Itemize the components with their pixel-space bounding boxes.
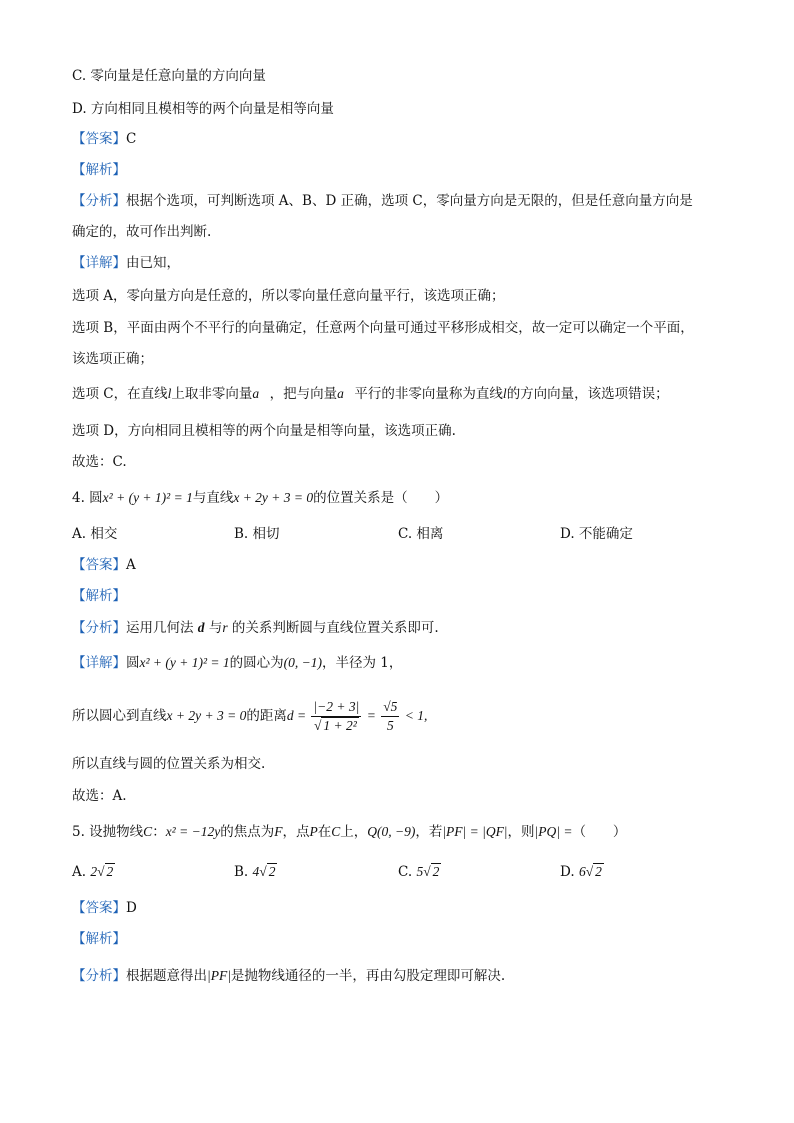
text: 的圆心为 [229,655,284,671]
xiangjie-tag: 【详解】 [72,655,126,671]
relation-line: 所以直线与圆的位置关系为相交. [72,756,266,772]
question-5: 5. 设抛物线C：x² = −12y的焦点为F，点P在C上，Q(0, −9)，若|PF| = |QF|，则|PQ| =（ ） [72,824,627,840]
select-b-line1: 选项 B，平面由两个不平行的向量确定，任意两个向量可通过平移形成相交，故一定可以确定一个平面， [72,320,694,336]
select-d: 选项 D，方向相同且模相等的两个向量是相等向量，该选项正确. [72,423,456,439]
q4-option-a: A. 相交 [72,526,118,542]
answer-value: D [126,900,137,916]
math-parabola: x² = −12y [165,824,221,839]
conclusion-4: 故选：A. [72,788,127,804]
xiangjie-text: 由已知， [126,255,180,271]
math-l: l [167,386,172,401]
text: 运用几何法 [126,620,194,636]
distance-line [72,696,427,736]
option-c: C. 零向量是任意向量的方向向量 [72,68,266,84]
q5-option-d: D. 6√ 2 [560,864,602,880]
q4-option-c: C. 相离 [398,526,444,542]
select-c [72,384,669,404]
math-C: C [143,824,153,839]
math-line-eq: x + 2y + 3 = 0 [166,708,247,723]
fenxi-tag: 【分析】 [72,620,126,636]
q5-option-c: C. 5√ 2 [398,864,440,880]
fenxi-tag: 【分析】 [72,968,126,984]
text: 选项 C，在直线 [72,386,168,402]
fenxi-3-line2: 确定的，故可作出判断. [72,224,212,240]
math-line-eq: x + 2y + 3 = 0 [233,490,314,505]
answer-tag: 【答案】 [72,557,126,573]
fenxi-4 [72,618,439,638]
answer-tag: 【答案】 [72,131,126,147]
math-d: d [197,620,205,635]
math-F: F [274,824,283,839]
text: ，点 [282,824,310,840]
q4-option-d: D. 不能确定 [560,526,633,542]
conclusion-3: 故选：C. [72,454,127,470]
text: 的距离 [246,708,287,724]
answer-5 [72,898,137,918]
math-Q: Q(0, −9) [367,824,416,839]
text: 与直线 [192,490,234,506]
answer-tag: 【答案】 [72,900,126,916]
math-center: (0, −1) [283,655,323,670]
math-vec-a: a⃗ [337,386,355,401]
text: ，把与向量 [269,386,338,402]
math-pf-qf: |PF| = |QF| [442,824,508,839]
q4-option-b: B. 相切 [234,526,280,542]
answer-value: C [126,131,137,147]
xiangjie-tag: 【详解】 [72,255,126,271]
fenxi-text: 根据个选项，可判断选项 A、B、D 正确，选项 C，零向量方向是无限的，但是任意向量方向是 [126,193,693,209]
text: 的位置关系是（ ） [313,490,449,506]
text: 上， [340,824,368,840]
math-l: l [502,386,507,401]
text: 4. 圆 [72,490,103,506]
text: 5. 设抛物线 [72,824,144,840]
fenxi-5 [72,966,505,986]
question-4 [72,488,448,508]
q5-option-a: A. 2√ 2 [72,864,114,880]
math-r: r [222,620,228,635]
fenxi-tag: 【分析】 [72,193,126,209]
fraction: $\frac{√5}{5}$ [383,699,398,734]
math-distance: d = $\frac{|-2 + 3|}{\text{√ 1 + 2²}}$ = $\frac{√5}{5}$ < 1, [286,699,428,734]
answer-4 [72,555,136,575]
math-C: C [331,824,341,839]
xiangjie-3 [72,253,180,273]
text: ，则 [507,824,535,840]
xiangjie-4 [72,653,402,673]
select-a: 选项 A，零向量方向是任意的，所以零向量任意向量平行，该选项正确； [72,288,505,304]
math-circle-eq: x² + (y + 1)² = 1 [139,655,230,670]
select-b-line2: 该选项正确； [72,351,153,367]
text: 上取非零向量 [171,386,253,402]
math-P: P [309,824,318,839]
q5-option-b: B. 4√ 2 [234,864,276,880]
text: 是抛物线通径的一半，再由勾股定理即可解决. [230,968,506,984]
analysis-heading-5: 【解析】 [72,931,126,947]
text: ，半径为 1， [322,655,403,671]
text: 平行的非零向量称为直线 [354,386,503,402]
text: （ ） [572,824,627,840]
math-circle-eq: x² + (y + 1)² = 1 [102,490,193,505]
text: 的关系判断圆与直线位置关系即可. [231,620,439,636]
math-pq: |PQ| = [534,824,573,839]
text: 在 [317,824,332,840]
math-pf: |PF| [207,968,231,983]
analysis-heading-3: 【解析】 [72,162,126,178]
text: 根据题意得出 [126,968,207,984]
answer-3 [72,129,136,149]
text: 与 [208,620,223,636]
math-vec-a: a⃗ [252,386,270,401]
fraction: $\frac{|-2 + 3|}{\text{√ 1 + 2²}}$ [313,699,360,734]
option-d: D. 方向相同且模相等的两个向量是相等向量 [72,101,334,117]
text: 的焦点为 [220,824,275,840]
fenxi-3-line1 [72,191,693,211]
text: 的方向向量，该选项错误； [506,386,669,402]
text: 所以圆心到直线 [72,708,167,724]
text: ，若 [415,824,443,840]
analysis-heading-4: 【解析】 [72,588,126,604]
answer-value: A [126,557,136,573]
text: 圆 [126,655,140,671]
